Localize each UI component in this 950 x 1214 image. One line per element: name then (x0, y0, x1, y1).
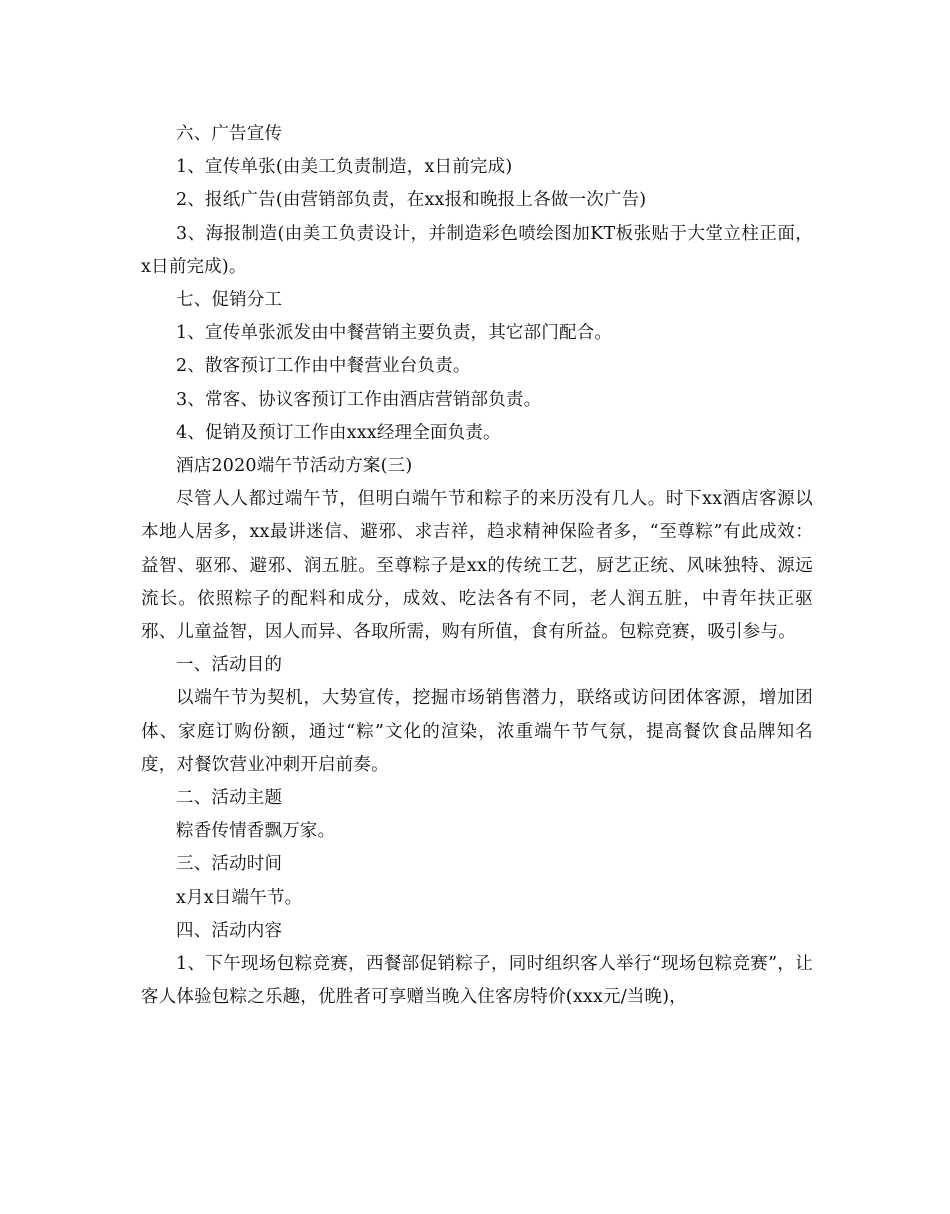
list-item: 1、下午现场包粽竞赛，西餐部促销粽子，同时组织客人举行“现场包粽竞赛”，让客人体验包粽之乐趣，优胜者可享赠当晚入住客房特价(xxx元/当晚)， (141, 954, 813, 1008)
section-heading-theme: 二、活动主题 (176, 788, 283, 809)
body-paragraph: 尽管人人都过端午节，但明白端午节和粽子的来历没有几人。时下xx酒店客源以本地人居多，xx最讲迷信、避邪、求吉祥，趋求精神保险者多，“至尊粽”有此成效：益智、驱邪、避邪、润五脏。至尊粽子是xx的传统工艺，厨艺正统、风味独特、源远流长。依照粽子的配料和成分，成效、吃法各有不同，老人润五脏，中青年扶正驱邪、儿童益智，因人而异、各取所需，购有所值，食有所益。包粽竞赛，吸引参与。 (141, 489, 813, 643)
section-heading-purpose: 一、活动目的 (176, 655, 283, 676)
list-item: 1、宣传单张(由美工负责制造，x日前完成) (176, 157, 513, 178)
section-heading-time: 三、活动时间 (176, 854, 283, 875)
section-heading-content: 四、活动内容 (176, 920, 283, 941)
section-heading-promotion-division: 七、促销分工 (176, 290, 283, 311)
list-item: 2、散客预订工作由中餐营业台负责。 (176, 356, 471, 377)
document-subtitle: 酒店2020端午节活动方案(三) (176, 456, 413, 477)
list-item: 3、海报制造(由美工负责设计，并制造彩色喷绘图加KT板张贴于大堂立柱正面，x日前完成)。 (141, 223, 813, 277)
list-item: 2、报纸广告(由营销部负责，在xx报和晚报上各做一次广告) (176, 190, 647, 211)
section-heading-advertising: 六、广告宣传 (176, 124, 283, 144)
list-item: 1、宣传单张派发由中餐营销主要负责，其它部门配合。 (176, 323, 613, 344)
body-paragraph: 粽香传情香飘万家。 (176, 821, 336, 842)
document-body (141, 118, 813, 1014)
body-paragraph: 以端午节为契机，大势宣传，挖掘市场销售潜力，联络或访问团体客源，增加团体、家庭订购份额，通过“粽”文化的渲染，浓重端午节气氛，提高餐饮食品牌知名度，对餐饮营业冲刺开启前奏。 (141, 688, 813, 775)
list-item: 4、促销及预订工作由xxx经理全面负责。 (176, 422, 501, 443)
body-paragraph: x月x日端午节。 (176, 887, 303, 908)
list-item: 3、常客、协议客预订工作由酒店营销部负责。 (176, 389, 542, 410)
